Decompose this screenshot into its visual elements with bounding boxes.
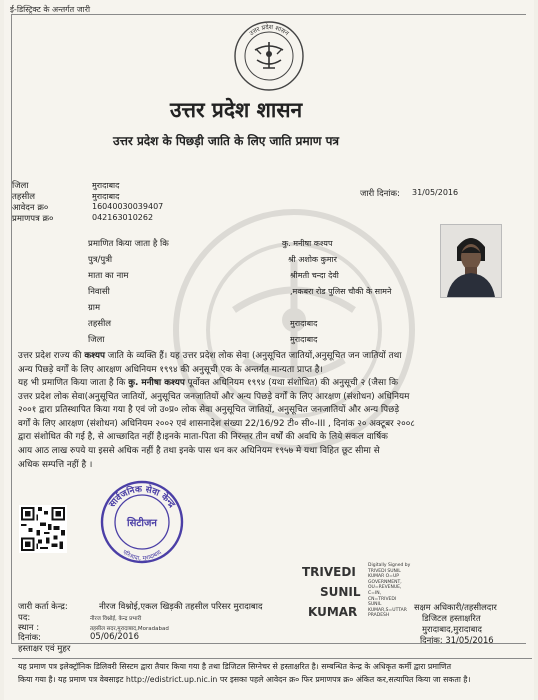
details-village-label: ग्राम [88,303,101,313]
issuer-place-value: तहसील सदर,मुरादाबाद,Moradabad [90,626,169,632]
details-district-label: जिला [88,335,105,345]
svg-text:सिटीजन: सिटीजन [127,518,157,529]
csc-seal-stamp [98,478,186,566]
details-tehsil-value: मुरादाबाद [290,319,318,328]
caste-paragraph: उत्तर प्रदेश राज्य की कश्यप जाति के व्यक्ति हैं। यह उत्तर प्रदेश लोक सेवा (अनुसूचित जातियों,अनुसूचित जन जातियों तथा अन्य पिछड़े वर्गों के लिए आरक्षण अधिनियम १९९४ की अनुसूची एक के अन्तर्गत मान्यता प्राप्त है। [18,351,402,375]
certificate-subtitle: उत्तर प्रदेश के पिछड़ी जाति के लिए जाति प्रमाण पत्र [113,134,340,148]
digital-signature-details: Digitally Signed by TRIVEDI SUNIL KUMAR O=UP GOVERNMENT, OU=REVENUE, C=IN, CN=TRIVEDI SUNIL KUMAR,S=UTTAR PRADESH [368,563,411,619]
meta-certificate-value: 042163010262 [92,213,154,222]
issuer-center-label: जारी कर्ता केन्द्र: [18,602,68,612]
issuer-place-label: स्थान : [18,623,40,633]
details-mother-label: माता का नाम [88,271,129,281]
applicant-photo [440,224,502,298]
digital-signer-name: TRIVEDI SUNIL KUMAR [302,565,361,619]
issuer-date-label: दिनांक: [18,633,42,643]
issuer-center-value: नीरज विश्नोई,एकल खिड़की तहसील परिसर मुरादाबाद [99,602,263,612]
footer-note-line1: यह प्रमाण पत्र इलेक्ट्रॉनिक डिलिवरी सिस्टम द्वारा तैयार किया गया है तथा डिजिटल सिग्नेचर से हस्ताक्षरित है। सम्बन्धित केन्द्र के अधिकृत कर्मी द्वारा प्रमाणित [18,662,452,671]
meta-application-label: आवेदन क्र० [12,203,49,213]
svg-text:सार्वजनिक सेवा केन्द्र: सार्वजनिक सेवा केन्द्र [107,484,177,510]
district-note: ई-डिस्ट्रिक्ट के अन्तर्गत जारी [10,5,91,14]
details-mother-value: श्रीमती चन्दा देवी [290,271,339,280]
svg-text:परिजादा, मुरादाबाद: परिजादा, मुरादाबाद [121,548,163,563]
verification-qr-code [19,505,67,553]
issuer-post-value: नीरज विश्नोई, केन्द्र प्रभारी [90,616,142,622]
meta-tehsil-label: तहसील [12,192,36,202]
details-intro-label: प्रमाणित किया जाता है कि [88,239,169,249]
meta-district-label: जिला [12,181,29,191]
details-district-value: मुरादाबाद [290,335,318,344]
details-father-value: श्री अशोक कुमार [288,255,337,264]
details-relation-label: पुत्र/पुत्री [88,255,113,265]
issue-date-label: जारी दिनांक: [360,189,400,199]
details-name-value: कु. मनीषा कश्यप [282,239,333,248]
issuer-seal-label: हस्ताक्षर एवं मुहर [18,644,71,654]
issuer-date-value: 05/06/2016 [90,632,139,642]
up-government-emblem [233,20,305,92]
certificate-title: उत्तर प्रदेश शासन [170,98,303,122]
competent-officer-block: सक्षम अधिकारी/तहसीलदार डिजिटल हस्ताक्षरित मुरादाबाद,मुरादाबाद दिनांक: 31/05/2016 [414,602,497,645]
details-resident-value: ,मकबरा रोड पुलिस चौकी के सामने [290,287,392,296]
meta-district-value: मुरादाबाद [92,181,120,190]
footer-note-line2: किया गया है। यह प्रमाण पत्र वेबसाइट http://edistrict.up.nic.in पर इसका पहले आवेदन क्र० फिर प्रमाणपत्र क्र० अंकित कर,सत्यापित किया जा सकता है। [18,675,471,684]
meta-certificate-label: प्रमाणपत्र क्र० [12,214,54,224]
non-creamy-paragraph: यह भी प्रमाणित किया जाता है कि कु. मनीषा कश्यप पूर्वोक्त अधिनियम १९९४ (यथा संशोधित) की अनुसूची २ (जैसा कि उत्तर प्रदेश लोक सेवा(अनुसूचित जातियों, अनुसूचित जनजातियों और अन्य पिछड़े वर्गों के लिए आरक्षण (संशोधन) अधिनियम २००१ द्वारा प्रतिस्थापित किया गया है एवं जो उ०प्र० लोक सेवा अनुसूचित जातियों, अनुसूचित जनजातियों और अन्य पिछड़े वर्गों के लिए आरक्षण (संशोधन) अधिनियम २००२ एवं शासनादेश संख्या 22/16/92 टी० सी०-III , दिनांक २० अक्टूबर २००८ द्वारा संशोधित की गई है, से आच्छादित नहीं है।इनके माता-पिता की निरन्तर तीन वर्षों की अवधि के लिये सकल वार्षिक आय आठ लाख रुपये या इससे अधिक नहीं है तथा इनके पास धन कर अधिनियम १९५७ मे यथा विहित छूट सीमा से अधिक सम्पत्ति नहीं है । [18,378,415,470]
meta-tehsil-value: मुरादाबाद [92,192,120,201]
details-resident-label: निवासी [88,287,110,297]
footer-divider [12,658,532,659]
svg-text:उत्तर प्रदेश शासन: उत्तर प्रदेश शासन [248,23,290,38]
certificate-page [4,0,534,700]
meta-application-value: 16040030039407 [92,202,164,211]
issuer-post-label: पद: [18,613,31,623]
details-tehsil-label: तहसील [88,319,112,329]
issue-date-value: 31/05/2016 [412,188,459,197]
